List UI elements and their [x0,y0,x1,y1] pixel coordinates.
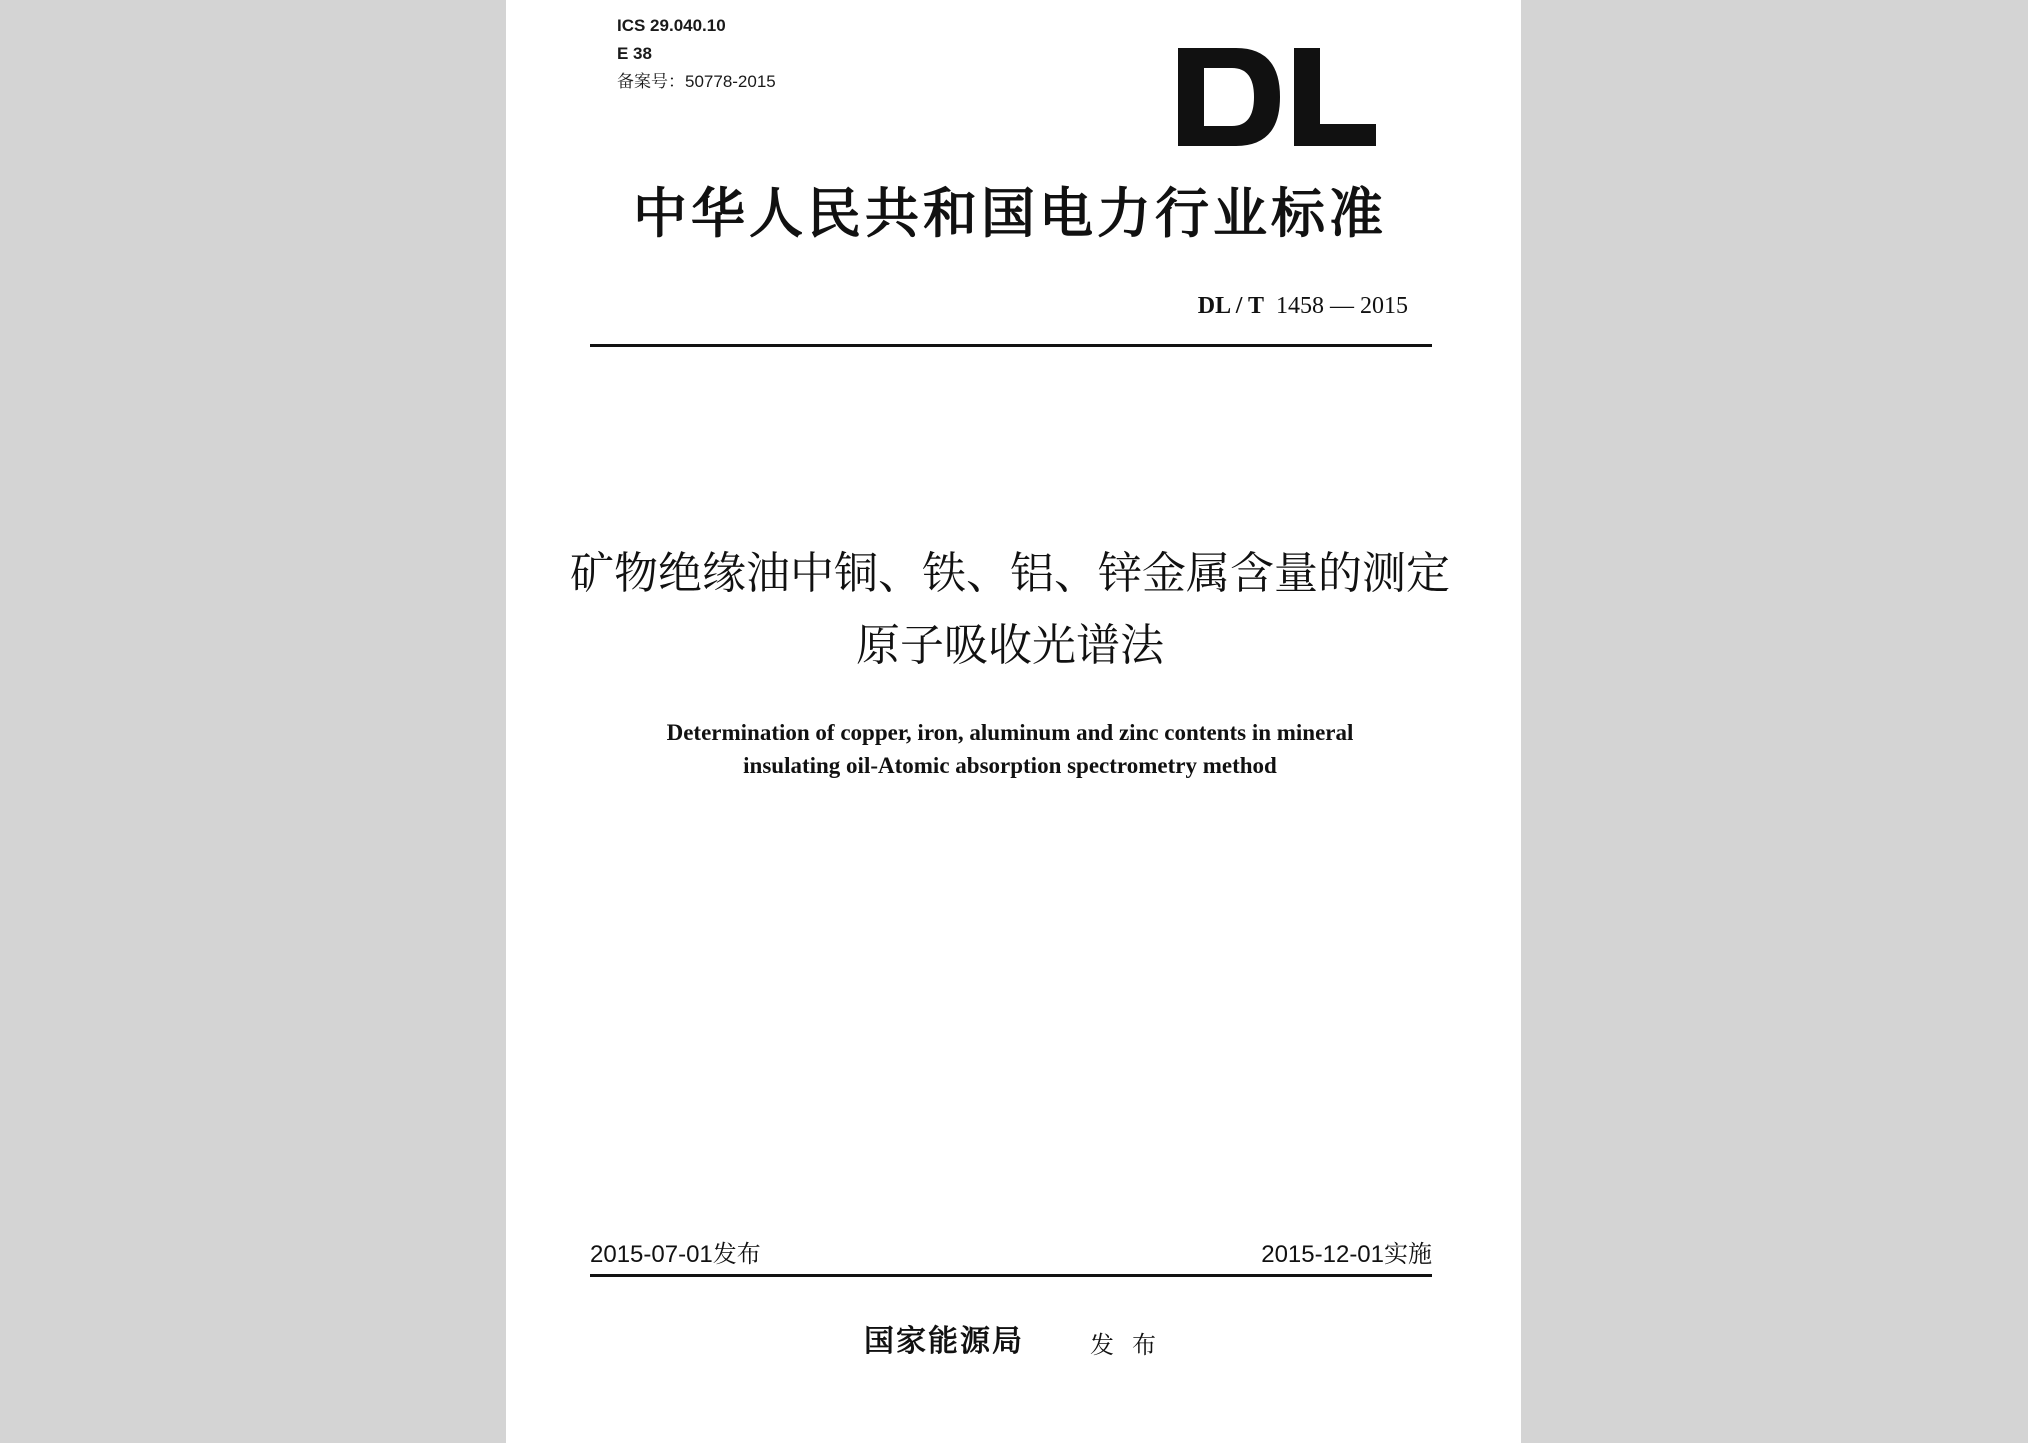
chinese-title-line-1: 矿物绝缘油中铜、铁、铝、锌金属含量的测定 [570,548,1450,599]
publisher-name: 国家能源局 [864,1324,1024,1359]
standard-code: DL / T [1197,293,1264,319]
chinese-title-line-2: 原子吸收光谱法 [856,620,1164,671]
industry-standard-title: 中华人民共和国电力行业标准 [633,181,1387,245]
english-title-line-1: Determination of copper, iron, aluminum and zinc contents in mineral [666,720,1354,745]
dl-logo-letter-l [1294,48,1376,146]
issue-date: 2015-07-01发布 [590,1241,761,1268]
top-rule [590,344,1432,347]
chinese-title [540,538,1480,682]
bottom-rule [590,1274,1432,1277]
dl-logo [1178,48,1378,146]
ics-code: ICS 29.040.10 [617,16,726,35]
filing-number: 备案号：50778-2015 [617,72,776,91]
english-title-line-2: insulating oil-Atomic absorption spectrometry method [743,753,1277,778]
publish-verb: 发布 [1090,1331,1174,1359]
standard-number [1198,292,1408,320]
implementation-date: 2015-12-01实施 [1261,1241,1432,1268]
english-title [560,716,1460,782]
classification-code: E 38 [617,44,652,63]
standard-number-year: 1458 — 2015 [1276,293,1408,319]
dl-logo-letter-d [1178,48,1280,146]
